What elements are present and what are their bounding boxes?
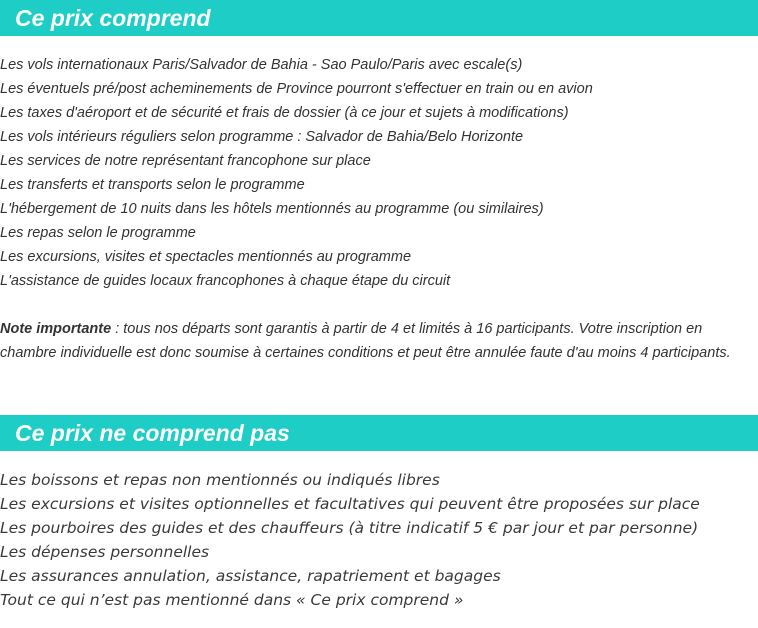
list-item: Les excursions, visites et spectacles mentionnés au programme xyxy=(0,249,412,265)
list-item: Les dépenses personnelles xyxy=(0,543,210,561)
list-item: L'assistance de guides locaux francophones à chaque étape du circuit xyxy=(0,273,451,289)
note-label: Note importante xyxy=(0,321,112,337)
list-item: Les services de notre représentant francophone sur place xyxy=(0,153,371,169)
list-item: Les assurances annulation, assistance, rapatriement et bagages xyxy=(0,567,501,585)
important-note xyxy=(0,317,758,365)
list-item: Les vols internationaux Paris/Salvador de Bahia - Sao Paulo/Paris avec escale(s) xyxy=(0,57,523,73)
list-item: Les pourboires des guides et des chauffeurs (à titre indicatif 5 € par jour et par personne) xyxy=(0,519,699,537)
note-text: : tous nos départs sont garantis à partir de 4 et limités à 16 participants. Votre inscription en chambre individuelle est donc soumise à certaines conditions et peut être annulée faute d'au moins 4 participants. xyxy=(0,321,731,361)
excluded-list xyxy=(0,468,700,612)
list-item: Les boissons et repas non mentionnés ou indiqués libres xyxy=(0,471,440,489)
list-item: Les excursions et visites optionnelles et facultatives qui peuvent être proposées sur place xyxy=(0,495,700,513)
list-item: Les taxes d'aéroport et de sécurité et frais de dossier (à ce jour et sujets à modifications) xyxy=(0,105,569,121)
list-item: Les repas selon le programme xyxy=(0,225,196,241)
list-item: Tout ce qui n’est pas mentionné dans « Ce prix comprend » xyxy=(0,591,464,609)
excluded-section-title: Ce prix ne comprend pas xyxy=(0,415,758,451)
list-item: Les vols intérieurs réguliers selon programme : Salvador de Bahia/Belo Horizonte xyxy=(0,129,524,145)
list-item: Les éventuels pré/post acheminements de Province pourront s'effectuer en train ou en avion xyxy=(0,81,593,97)
list-item: L'hébergement de 10 nuits dans les hôtels mentionnés au programme (ou similaires) xyxy=(0,201,544,217)
list-item: Les transferts et transports selon le programme xyxy=(0,177,305,193)
included-section-title: Ce prix comprend xyxy=(0,0,758,36)
included-list xyxy=(0,53,593,293)
